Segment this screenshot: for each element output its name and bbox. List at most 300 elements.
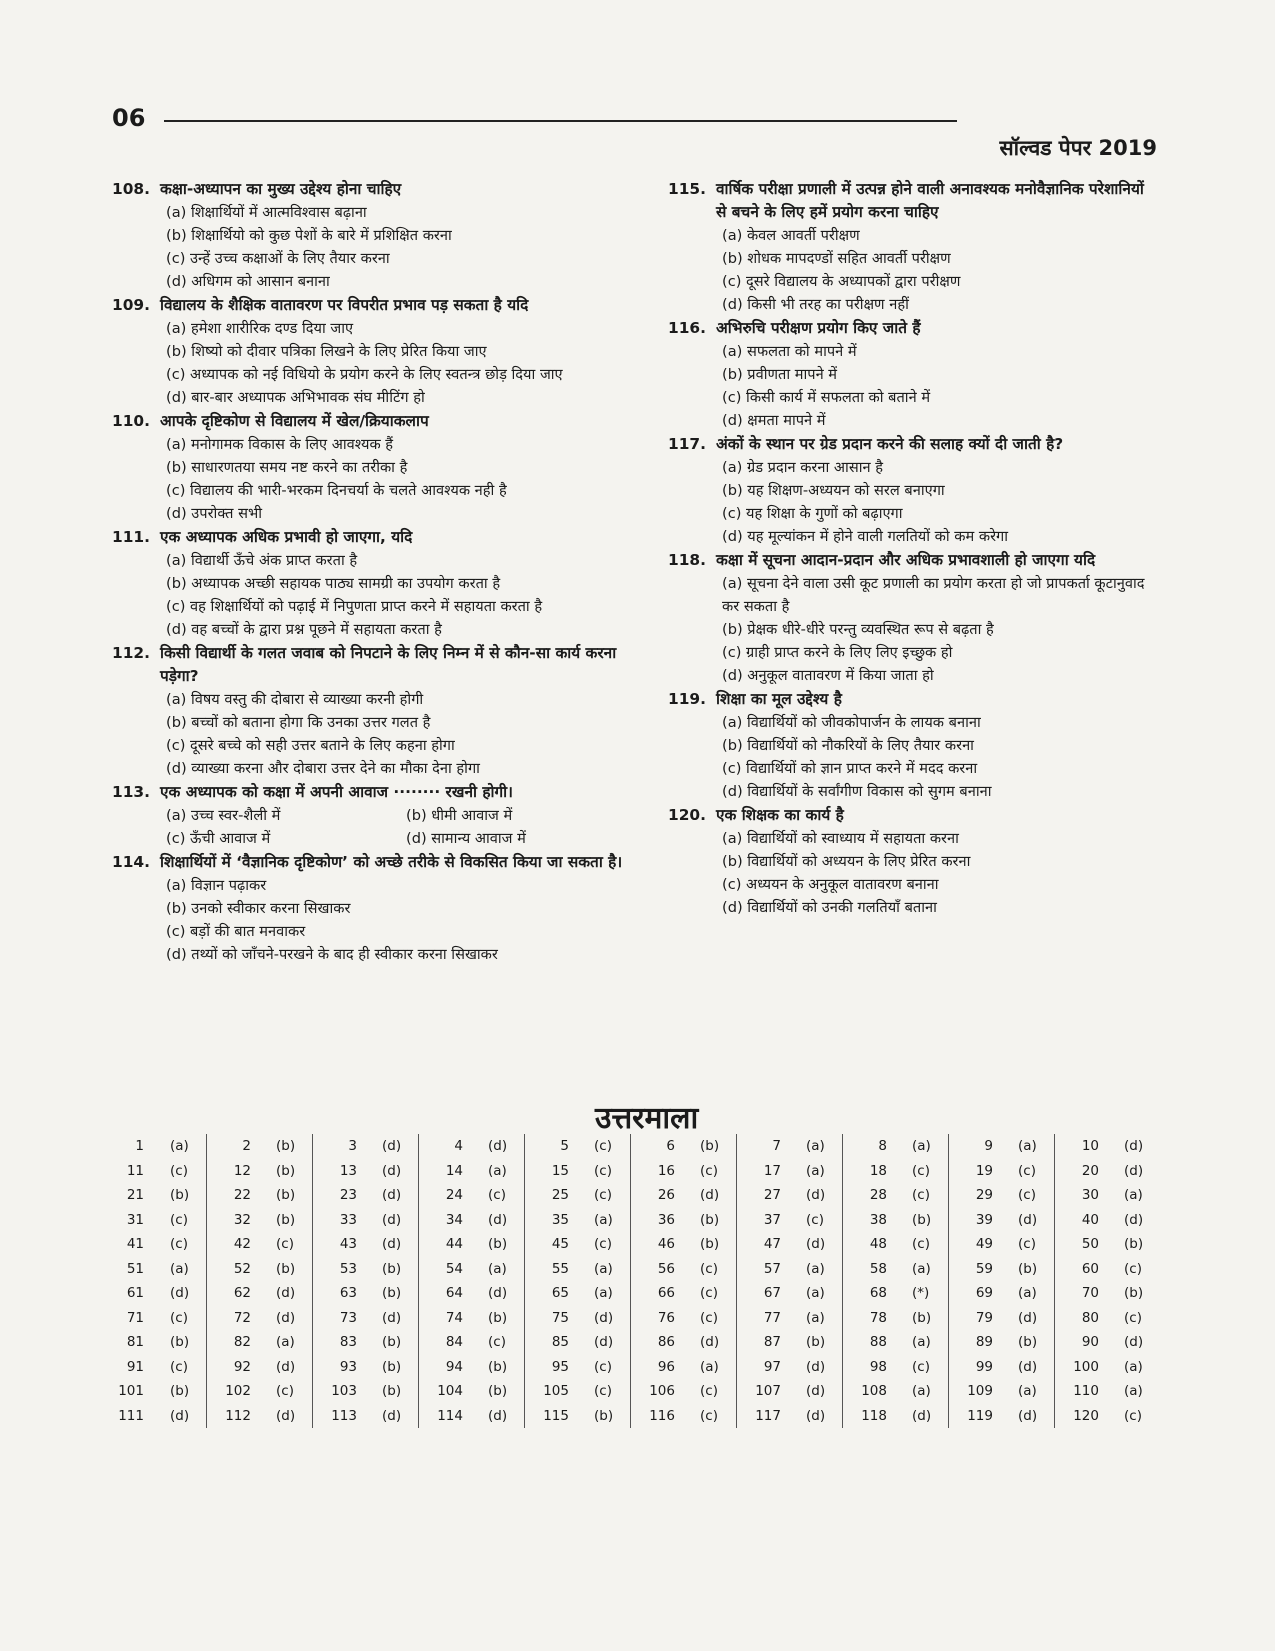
answer-cell	[100, 1257, 206, 1282]
answer-option: (d) अधिगम को आसान बनाना	[166, 273, 330, 290]
answer-cell	[1054, 1330, 1160, 1355]
answer-cell	[100, 1208, 206, 1233]
question-item	[668, 688, 1158, 803]
answer-cell	[630, 1232, 736, 1257]
answer-option: (d) किसी भी तरह का परीक्षण नहीं	[722, 296, 909, 313]
answer-value: (b)	[276, 1138, 296, 1155]
question-item	[112, 851, 647, 966]
answer-cell	[524, 1330, 630, 1355]
question-item	[112, 294, 647, 409]
answer-value: (c)	[912, 1358, 930, 1375]
answer-value: (c)	[700, 1383, 718, 1400]
answer-value: (b)	[276, 1211, 296, 1228]
answer-value: (a)	[488, 1162, 507, 1179]
answer-option: (a) सफलता को मापने में	[722, 343, 857, 360]
answer-value: (c)	[488, 1334, 506, 1351]
question-number: 115.	[668, 180, 706, 198]
answer-number: 20	[1081, 1162, 1099, 1179]
answer-cell	[312, 1134, 418, 1159]
answer-cell	[524, 1232, 630, 1257]
answer-option: (b) शोधक मापदण्डों सहित आवर्ती परीक्षण	[722, 250, 951, 267]
answer-option: (d) अनुकूल वातावरण में किया जाता हो	[722, 667, 934, 684]
answer-cell	[1054, 1134, 1160, 1159]
answer-number: 17	[763, 1162, 781, 1179]
answer-cell	[312, 1159, 418, 1184]
answer-number: 4	[454, 1138, 463, 1155]
answer-number: 69	[975, 1285, 993, 1302]
answer-value: (d)	[700, 1187, 720, 1204]
answer-cell	[842, 1183, 948, 1208]
answer-number: 88	[869, 1334, 887, 1351]
answer-cell	[312, 1183, 418, 1208]
answer-number: 117	[755, 1407, 781, 1424]
answer-cell	[736, 1183, 842, 1208]
answer-cell	[948, 1257, 1054, 1282]
answer-option: (a) विज्ञान पढ़ाकर	[166, 877, 267, 894]
answer-number: 13	[339, 1162, 357, 1179]
answer-value: (d)	[912, 1407, 932, 1424]
answer-value: (a)	[594, 1211, 613, 1228]
answer-number: 8	[878, 1138, 887, 1155]
answer-cell	[524, 1134, 630, 1159]
answer-number: 61	[126, 1285, 144, 1302]
answer-value: (d)	[700, 1334, 720, 1351]
answer-option: (b) बच्चों को बताना होगा कि उनका उत्तर गलत है	[166, 714, 431, 731]
question-number: 110.	[112, 412, 150, 430]
answer-value: (d)	[276, 1309, 296, 1326]
answer-option: (b) अध्यापक अच्छी सहायक पाठ्य सामग्री का उपयोग करता है	[166, 575, 501, 592]
answer-value: (d)	[382, 1162, 402, 1179]
answer-cell	[736, 1208, 842, 1233]
answer-number: 120	[1073, 1407, 1099, 1424]
answer-cell	[312, 1306, 418, 1331]
question-text: अंकों के स्थान पर ग्रेड प्रदान करने की सलाह क्यों दी जाती है?	[716, 435, 1064, 453]
answer-number: 35	[551, 1211, 569, 1228]
question-number: 119.	[668, 690, 706, 708]
header-rule	[164, 120, 957, 122]
answer-value: (d)	[382, 1138, 402, 1155]
answer-cell	[948, 1281, 1054, 1306]
answer-number: 95	[551, 1358, 569, 1375]
answer-cell	[418, 1355, 524, 1380]
answer-cell	[1054, 1379, 1160, 1404]
answer-number: 65	[551, 1285, 569, 1302]
answer-option: (b) विद्यार्थियों को नौकरियों के लिए तैयार करना	[722, 737, 974, 754]
answer-cell	[1054, 1404, 1160, 1429]
answer-option: (a) शिक्षार्थियों में आत्मविश्वास बढ़ाना	[166, 204, 367, 221]
answer-cell	[1054, 1159, 1160, 1184]
answer-number: 37	[763, 1211, 781, 1228]
question-text: कक्षा में सूचना आदान-प्रदान और अधिक प्रभावशाली हो जाएगा यदि	[716, 551, 1096, 569]
option-list	[160, 549, 647, 641]
answer-cell	[948, 1183, 1054, 1208]
answer-value: (b)	[1124, 1236, 1144, 1253]
question-body	[160, 642, 647, 780]
answer-value: (c)	[912, 1236, 930, 1253]
answer-number: 109	[967, 1383, 993, 1400]
answer-cell	[630, 1330, 736, 1355]
answer-value: (b)	[276, 1162, 296, 1179]
answer-number: 47	[763, 1236, 781, 1253]
answer-number: 67	[763, 1285, 781, 1302]
answer-number: 91	[126, 1358, 144, 1375]
answer-value: (b)	[488, 1236, 508, 1253]
answer-value: (b)	[170, 1334, 190, 1351]
answer-value: (c)	[1124, 1309, 1142, 1326]
question-item	[112, 526, 647, 641]
left-question-column	[112, 178, 647, 967]
question-body	[160, 178, 647, 293]
answer-number: 76	[657, 1309, 675, 1326]
answer-number: 107	[755, 1383, 781, 1400]
answer-number: 28	[869, 1187, 887, 1204]
option-list	[716, 572, 1158, 687]
answer-cell	[418, 1232, 524, 1257]
answer-cell	[524, 1159, 630, 1184]
answer-value: (a)	[1124, 1383, 1143, 1400]
answer-number: 38	[869, 1211, 887, 1228]
answer-option: (c) अध्यापक को नई विधियो के प्रयोग करने के लिए स्वतन्त्र छोड़ दिया जाए	[166, 366, 563, 383]
answer-cell	[842, 1208, 948, 1233]
answer-cell	[1054, 1281, 1160, 1306]
answer-value: (c)	[700, 1285, 718, 1302]
answer-value: (b)	[170, 1187, 190, 1204]
answer-cell	[418, 1159, 524, 1184]
answer-option: (d) व्याख्या करना और दोबारा उत्तर देने का मौका देना होगा	[166, 760, 480, 777]
answer-value: (c)	[700, 1309, 718, 1326]
question-item	[668, 317, 1158, 432]
answer-number: 55	[551, 1260, 569, 1277]
answer-number: 2	[242, 1138, 251, 1155]
answer-option: (c) उन्हें उच्च कक्षाओं के लिए तैयार करना	[166, 250, 390, 267]
question-number: 111.	[112, 528, 150, 546]
answer-number: 104	[437, 1383, 463, 1400]
question-item	[668, 804, 1158, 919]
answer-cell	[524, 1355, 630, 1380]
answer-number: 75	[551, 1309, 569, 1326]
answer-value: (b)	[594, 1407, 614, 1424]
answer-number: 71	[126, 1309, 144, 1326]
answer-option: (c) वह शिक्षार्थियों को पढ़ाई में निपुणता प्राप्त करने में सहायता करता है	[166, 598, 543, 615]
option-list	[716, 711, 1158, 803]
answer-value: (d)	[806, 1358, 826, 1375]
answer-number: 18	[869, 1162, 887, 1179]
answer-cell	[100, 1159, 206, 1184]
answer-cell	[206, 1379, 312, 1404]
answer-key-title: उत्तरमाला	[595, 1101, 699, 1136]
answer-value: (d)	[806, 1187, 826, 1204]
answer-cell	[206, 1404, 312, 1429]
question-text: एक अध्यापक अधिक प्रभावी हो जाएगा, यदि	[160, 528, 413, 546]
answer-number: 16	[657, 1162, 675, 1179]
question-body	[160, 781, 647, 850]
answer-value: (d)	[170, 1285, 190, 1302]
answer-number: 52	[233, 1260, 251, 1277]
answer-value: (c)	[1018, 1162, 1036, 1179]
answer-cell	[206, 1134, 312, 1159]
answer-number: 96	[657, 1358, 675, 1375]
answer-value: (b)	[700, 1138, 720, 1155]
answer-number: 11	[126, 1162, 144, 1179]
answer-value: (d)	[806, 1383, 826, 1400]
answer-value: (d)	[488, 1407, 508, 1424]
answer-value: (c)	[700, 1407, 718, 1424]
question-item	[668, 433, 1158, 548]
answer-value: (c)	[1124, 1260, 1142, 1277]
answer-option: (a) विद्यार्थी ऊँचे अंक प्राप्त करता है	[166, 552, 358, 569]
answer-value: (a)	[1124, 1187, 1143, 1204]
answer-value: (a)	[806, 1309, 825, 1326]
answer-cell	[418, 1134, 524, 1159]
option-list	[716, 224, 1158, 316]
answer-number: 49	[975, 1236, 993, 1253]
answer-number: 86	[657, 1334, 675, 1351]
answer-number: 93	[339, 1358, 357, 1375]
answer-cell	[1054, 1208, 1160, 1233]
answer-number: 83	[339, 1334, 357, 1351]
answer-option: (b) उनको स्वीकार करना सिखाकर	[166, 900, 351, 917]
answer-number: 105	[543, 1383, 569, 1400]
answer-value: (b)	[382, 1383, 402, 1400]
answer-value: (c)	[594, 1138, 612, 1155]
answer-number: 54	[445, 1260, 463, 1277]
question-text: एक अध्यापक को कक्षा में अपनी आवाज ········ रखनी होगी।	[160, 783, 513, 801]
answer-cell	[312, 1330, 418, 1355]
option-list	[160, 874, 647, 966]
answer-number: 10	[1081, 1138, 1099, 1155]
answer-cell	[842, 1404, 948, 1429]
answer-number: 9	[984, 1138, 993, 1155]
answer-number: 56	[657, 1260, 675, 1277]
answer-cell	[206, 1330, 312, 1355]
answer-value: (d)	[806, 1407, 826, 1424]
answer-cell	[630, 1159, 736, 1184]
answer-value: (c)	[912, 1162, 930, 1179]
answer-value: (c)	[700, 1260, 718, 1277]
answer-value: (*)	[912, 1285, 930, 1302]
answer-cell	[312, 1281, 418, 1306]
page-number: 06	[112, 104, 146, 132]
answer-cell	[206, 1355, 312, 1380]
answer-cell	[312, 1355, 418, 1380]
answer-cell	[736, 1134, 842, 1159]
answer-cell	[1054, 1232, 1160, 1257]
answer-option: (d) सामान्य आवाज में	[406, 830, 526, 847]
answer-number: 44	[445, 1236, 463, 1253]
answer-value: (b)	[912, 1211, 932, 1228]
answer-key-table	[100, 1134, 1160, 1428]
answer-cell	[842, 1330, 948, 1355]
answer-value: (a)	[912, 1383, 931, 1400]
answer-number: 70	[1081, 1285, 1099, 1302]
answer-value: (a)	[700, 1358, 719, 1375]
answer-option: (a) उच्च स्वर-शैली में	[166, 807, 281, 824]
answer-value: (a)	[170, 1138, 189, 1155]
answer-value: (a)	[594, 1285, 613, 1302]
answer-value: (a)	[912, 1334, 931, 1351]
answer-number: 73	[339, 1309, 357, 1326]
answer-cell	[736, 1330, 842, 1355]
answer-number: 31	[126, 1211, 144, 1228]
answer-cell	[206, 1183, 312, 1208]
answer-number: 40	[1081, 1211, 1099, 1228]
option-list	[160, 688, 647, 780]
answer-option: (d) बार-बार अध्यापक अभिभावक संघ मीटिंग हो	[166, 389, 425, 406]
answer-number: 118	[861, 1407, 887, 1424]
answer-number: 58	[869, 1260, 887, 1277]
answer-value: (c)	[170, 1358, 188, 1375]
answer-number: 119	[967, 1407, 993, 1424]
answer-option: (c) विद्यार्थियों को ज्ञान प्राप्त करने में मदद करना	[722, 760, 978, 777]
question-body	[160, 294, 647, 409]
answer-option: (c) दूसरे बच्चे को सही उत्तर बताने के लिए कहना होगा	[166, 737, 455, 754]
answer-cell	[524, 1257, 630, 1282]
question-number: 109.	[112, 296, 150, 314]
answer-value: (d)	[488, 1211, 508, 1228]
answer-number: 103	[331, 1383, 357, 1400]
answer-cell	[100, 1330, 206, 1355]
answer-value: (a)	[912, 1260, 931, 1277]
answer-value: (a)	[806, 1260, 825, 1277]
answer-value: (b)	[1124, 1285, 1144, 1302]
answer-number: 112	[225, 1407, 251, 1424]
question-item	[668, 178, 1158, 316]
answer-option: (a) मनोगामक विकास के लिए आवश्यक हैं	[166, 436, 394, 453]
answer-value: (c)	[912, 1187, 930, 1204]
answer-value: (b)	[700, 1236, 720, 1253]
answer-cell	[100, 1281, 206, 1306]
answer-number: 42	[233, 1236, 251, 1253]
answer-number: 46	[657, 1236, 675, 1253]
question-body	[716, 804, 1158, 919]
answer-number: 68	[869, 1285, 887, 1302]
answer-value: (a)	[170, 1260, 189, 1277]
answer-cell	[736, 1379, 842, 1404]
answer-number: 32	[233, 1211, 251, 1228]
answer-number: 7	[772, 1138, 781, 1155]
answer-value: (a)	[806, 1285, 825, 1302]
answer-value: (b)	[488, 1309, 508, 1326]
answer-value: (a)	[594, 1260, 613, 1277]
answer-number: 63	[339, 1285, 357, 1302]
answer-cell	[312, 1257, 418, 1282]
answer-value: (d)	[382, 1309, 402, 1326]
answer-value: (b)	[488, 1358, 508, 1375]
answer-number: 90	[1081, 1334, 1099, 1351]
answer-cell	[736, 1404, 842, 1429]
answer-value: (a)	[488, 1260, 507, 1277]
answer-number: 99	[975, 1358, 993, 1375]
answer-value: (a)	[912, 1138, 931, 1155]
answer-option: (a) हमेशा शारीरिक दण्ड दिया जाए	[166, 320, 354, 337]
question-text: वार्षिक परीक्षा प्रणाली में उत्पन्न होने वाली अनावश्यक मनोवैज्ञानिक परेशानियों से बचने के लिए हमें प्रयोग करना चाहिए	[716, 180, 1144, 221]
answer-number: 26	[657, 1187, 675, 1204]
answer-number: 15	[551, 1162, 569, 1179]
answer-cell	[630, 1355, 736, 1380]
answer-value: (c)	[170, 1211, 188, 1228]
answer-value: (b)	[170, 1383, 190, 1400]
answer-number: 77	[763, 1309, 781, 1326]
answer-cell	[842, 1232, 948, 1257]
question-item	[112, 410, 647, 525]
answer-number: 14	[445, 1162, 463, 1179]
option-list	[716, 456, 1158, 548]
answer-cell	[312, 1404, 418, 1429]
answer-cell	[206, 1159, 312, 1184]
answer-value: (d)	[488, 1138, 508, 1155]
answer-cell	[1054, 1257, 1160, 1282]
answer-number: 19	[975, 1162, 993, 1179]
answer-option: (d) विद्यार्थियों के सर्वांगीण विकास को सुगम बनाना	[722, 783, 992, 800]
answer-value: (c)	[488, 1187, 506, 1204]
answer-value: (c)	[170, 1162, 188, 1179]
answer-cell	[418, 1330, 524, 1355]
answer-number: 48	[869, 1236, 887, 1253]
answer-option: (b) शिष्यो को दीवार पत्रिका लिखने के लिए प्रेरित किया जाए	[166, 343, 487, 360]
answer-value: (d)	[594, 1334, 614, 1351]
answer-cell	[524, 1208, 630, 1233]
question-number: 116.	[668, 319, 706, 337]
answer-number: 114	[437, 1407, 463, 1424]
answer-cell	[736, 1281, 842, 1306]
answer-cell	[736, 1159, 842, 1184]
answer-value: (a)	[806, 1162, 825, 1179]
answer-cell	[630, 1257, 736, 1282]
answer-cell	[312, 1232, 418, 1257]
answer-number: 101	[118, 1383, 144, 1400]
answer-value: (c)	[594, 1383, 612, 1400]
answer-number: 30	[1081, 1187, 1099, 1204]
answer-cell	[948, 1208, 1054, 1233]
answer-number: 84	[445, 1334, 463, 1351]
answer-cell	[736, 1355, 842, 1380]
answer-option: (a) ग्रेड प्रदान करना आसान है	[722, 459, 883, 476]
answer-cell	[1054, 1183, 1160, 1208]
answer-value: (c)	[594, 1187, 612, 1204]
answer-cell	[948, 1134, 1054, 1159]
answer-cell	[418, 1257, 524, 1282]
answer-value: (b)	[276, 1260, 296, 1277]
question-item	[668, 549, 1158, 687]
answer-cell	[1054, 1355, 1160, 1380]
answer-cell	[418, 1183, 524, 1208]
answer-number: 64	[445, 1285, 463, 1302]
question-body	[160, 410, 647, 525]
question-text: अभिरुचि परीक्षण प्रयोग किए जाते हैं	[716, 319, 921, 337]
answer-cell	[206, 1257, 312, 1282]
answer-cell	[100, 1355, 206, 1380]
answer-option: (c) दूसरे विद्यालय के अध्यापकों द्वारा परीक्षण	[722, 273, 961, 290]
answer-value: (c)	[170, 1309, 188, 1326]
answer-option: (d) क्षमता मापने में	[722, 412, 826, 429]
answer-value: (d)	[488, 1285, 508, 1302]
option-list	[716, 340, 1158, 432]
answer-number: 43	[339, 1236, 357, 1253]
answer-cell	[630, 1183, 736, 1208]
answer-value: (d)	[1124, 1334, 1144, 1351]
answer-value: (b)	[382, 1285, 402, 1302]
answer-value: (a)	[1018, 1285, 1037, 1302]
answer-number: 1	[135, 1138, 144, 1155]
answer-number: 62	[233, 1285, 251, 1302]
answer-number: 89	[975, 1334, 993, 1351]
answer-number: 79	[975, 1309, 993, 1326]
question-body	[716, 549, 1158, 687]
answer-value: (c)	[594, 1236, 612, 1253]
answer-option: (d) उपरोक्त सभी	[166, 505, 263, 522]
question-item	[112, 781, 647, 850]
answer-number: 34	[445, 1211, 463, 1228]
